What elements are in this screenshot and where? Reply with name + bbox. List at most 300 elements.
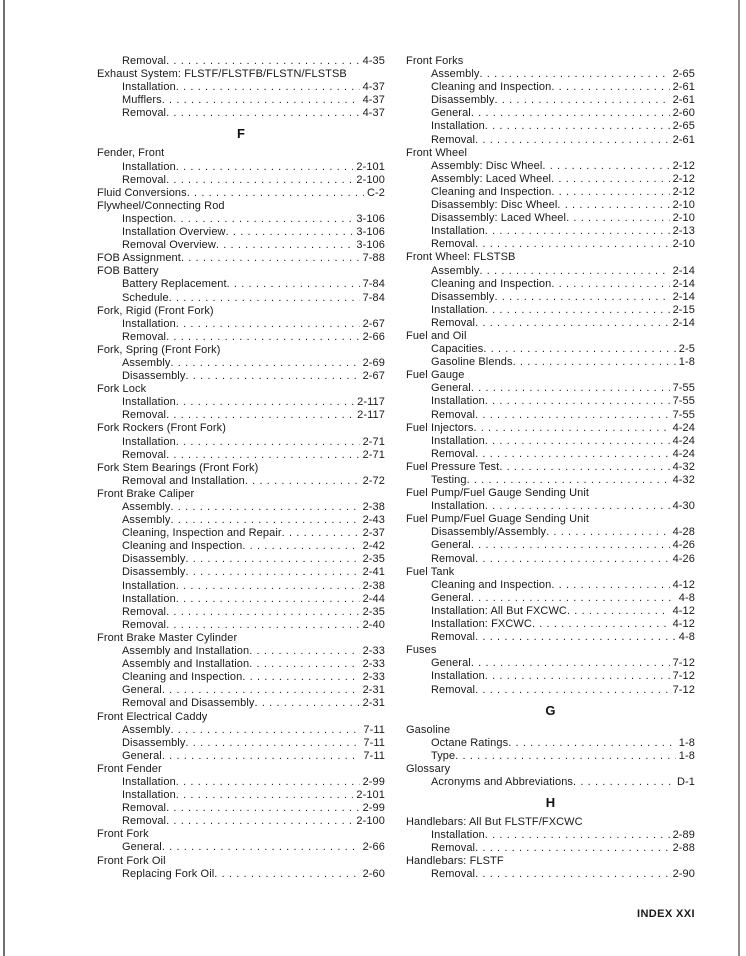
index-column-left — [97, 55, 385, 881]
index-entry-row — [406, 304, 695, 317]
entry-label: Installation — [431, 434, 485, 447]
page-number: 2-90 — [672, 868, 695, 881]
dot-leader — [513, 356, 676, 369]
index-entry-row — [97, 252, 385, 265]
page-number: 2-65 — [672, 68, 695, 81]
index-entry-row — [97, 737, 385, 750]
page-number: 7-55 — [672, 408, 695, 421]
index-entry-row — [406, 356, 695, 369]
index-entry-row — [406, 737, 695, 750]
page-number: 2-33 — [362, 671, 385, 684]
entry-label: Installation: FXCWC — [431, 618, 532, 631]
entry-label: Removal — [122, 618, 167, 631]
index-entry-row — [97, 540, 385, 553]
entry-label: Removal and Disassembly — [122, 697, 255, 710]
entry-label: Assembly — [122, 356, 171, 369]
page-number: 2-12 — [672, 159, 695, 172]
entry-label: Installation — [431, 829, 485, 842]
entry-label: Fork, Spring (Front Fork) — [97, 343, 221, 356]
entry-label: Fork Lock — [97, 383, 147, 396]
index-heading-row — [97, 711, 385, 724]
dot-leader — [282, 527, 360, 540]
index-entry-row — [97, 553, 385, 566]
entry-label: Front Fender — [97, 762, 162, 775]
dot-leader — [169, 292, 360, 305]
page-number: 7-12 — [672, 670, 695, 683]
dot-leader — [170, 501, 359, 514]
index-entry-row — [97, 357, 385, 370]
page-number: 2-14 — [672, 264, 695, 277]
page-number: 2-14 — [672, 316, 695, 329]
dot-leader — [551, 278, 669, 291]
dot-leader — [166, 606, 359, 619]
page-number: 7-11 — [363, 749, 385, 762]
dot-leader — [216, 239, 353, 252]
index-entry-row — [406, 592, 695, 605]
dot-leader — [475, 684, 669, 697]
dot-leader — [185, 370, 359, 383]
page-number: 2-71 — [362, 448, 385, 461]
page-number: 3-106 — [356, 226, 385, 239]
dot-leader — [162, 750, 361, 763]
entry-label: General — [431, 539, 471, 552]
index-entry-row — [97, 213, 385, 226]
entry-label: Fuel Pump/Fuel Guage Sending Unit — [406, 513, 590, 526]
index-entry-row — [97, 684, 385, 697]
index-entry-row — [406, 225, 695, 238]
dot-leader — [214, 868, 359, 881]
dot-leader — [185, 553, 359, 566]
page-number: 2-35 — [362, 605, 385, 618]
entry-label: Front Wheel: FLSTSB — [406, 251, 516, 264]
page-number: 7-11 — [363, 736, 385, 749]
entry-label: Installation — [122, 317, 176, 330]
entry-label: Gasoline Blends — [431, 356, 513, 369]
index-entry-row — [406, 684, 695, 697]
index-entry-row — [97, 174, 385, 187]
index-entry-row — [406, 81, 695, 94]
dot-leader — [176, 776, 360, 789]
dot-leader — [546, 526, 669, 539]
index-heading-row — [406, 816, 695, 829]
entry-label: Acronyms and Abbreviations — [431, 775, 574, 788]
dot-leader — [166, 815, 353, 828]
dot-leader — [166, 331, 359, 344]
index-entry-row — [406, 409, 695, 422]
dot-leader — [162, 94, 360, 107]
entry-label: Disassembly — [431, 94, 495, 107]
entry-label: Installation — [122, 396, 176, 409]
dot-leader — [499, 461, 669, 474]
entry-label: Front Brake Caliper — [97, 487, 195, 500]
page-number: 2-101 — [356, 789, 385, 802]
index-heading-row — [406, 251, 695, 264]
dot-leader — [485, 670, 670, 683]
entry-label: Installation — [122, 81, 176, 94]
page-number: 2-40 — [362, 618, 385, 631]
dot-leader — [494, 291, 669, 304]
index-entry-row — [97, 619, 385, 632]
entry-label: Removal — [122, 55, 167, 67]
dot-leader — [166, 449, 359, 462]
page-number: 4-8 — [678, 631, 695, 644]
entry-label: Assembly — [122, 723, 171, 736]
page-number: 4-26 — [672, 552, 695, 565]
page-number: 2-117 — [357, 409, 385, 422]
index-entry-row — [97, 370, 385, 383]
entry-label: Installation — [122, 160, 176, 173]
index-entry-row — [406, 107, 695, 120]
page-number: 2-43 — [362, 514, 385, 527]
dot-leader — [170, 514, 359, 527]
entry-label: Glossary — [406, 762, 451, 775]
index-entry-row — [406, 448, 695, 461]
entry-label: Removal — [122, 815, 167, 828]
dot-leader — [166, 174, 353, 187]
entry-label: General — [431, 382, 471, 395]
page-footer-label: INDEX XXI — [636, 908, 695, 920]
entry-label: Disassembly — [122, 566, 186, 579]
entry-label: General — [122, 684, 162, 697]
page-number: 2-38 — [362, 501, 385, 513]
dot-leader — [532, 618, 670, 631]
index-entry-row — [406, 317, 695, 330]
dot-leader — [176, 396, 354, 409]
index-entry-row — [97, 409, 385, 422]
entry-label: Cleaning and Inspection — [431, 578, 552, 591]
entry-label: Removal — [122, 448, 167, 461]
entry-label: Disassembly: Laced Wheel — [431, 212, 567, 225]
page-edge-right — [738, 0, 740, 956]
index-entry-row — [406, 278, 695, 291]
page-number: 2-33 — [362, 658, 385, 671]
index-heading-row — [97, 305, 385, 318]
page-number: 2-67 — [362, 317, 385, 330]
page-number: 4-37 — [362, 107, 385, 120]
index-entry-row — [406, 160, 695, 173]
dot-leader — [566, 212, 670, 225]
page-number: 7-12 — [672, 683, 695, 696]
dot-leader — [551, 579, 669, 592]
entry-label: Assembly and Installation — [122, 645, 250, 658]
page-number: 2-100 — [356, 815, 385, 828]
index-entry-row — [406, 579, 695, 592]
index-entry-row — [97, 841, 385, 854]
index-heading-row — [97, 828, 385, 841]
page-number: 2-33 — [362, 645, 385, 658]
entry-label: Front Brake Master Cylinder — [97, 631, 238, 644]
dot-leader — [166, 55, 359, 68]
index-entry-row — [97, 187, 385, 200]
entry-label: Removal — [431, 552, 476, 565]
page-number: 4-24 — [672, 447, 695, 460]
index-entry-row — [406, 422, 695, 435]
page-number: 2-10 — [672, 212, 695, 225]
entry-label: Disassembly: Disc Wheel — [431, 199, 558, 212]
page-number: 2-42 — [362, 540, 385, 553]
dot-leader — [485, 304, 670, 317]
dot-leader — [475, 842, 669, 855]
dot-leader — [162, 684, 360, 697]
page-number: 7-11 — [363, 723, 385, 736]
index-entry-row — [406, 842, 695, 855]
index-heading-row — [97, 763, 385, 776]
page-number: 2-69 — [362, 356, 385, 369]
index-entry-row — [406, 199, 695, 212]
dot-leader — [185, 737, 360, 750]
entry-label: Fuel and Oil — [406, 329, 467, 342]
dot-leader — [475, 868, 669, 881]
entry-label: Assembly — [122, 501, 171, 513]
index-heading-row — [97, 383, 385, 396]
index-entry-row — [97, 789, 385, 802]
entry-label: Removal — [122, 107, 167, 120]
index-entry-row — [97, 580, 385, 593]
page-number: 2-41 — [362, 566, 385, 579]
index-entry-row — [97, 750, 385, 763]
index-entry-row — [406, 776, 695, 789]
dot-leader — [249, 645, 359, 658]
dot-leader — [475, 448, 669, 461]
index-column-right — [406, 55, 695, 882]
entry-label: Removal — [431, 683, 476, 696]
dot-leader — [471, 382, 670, 395]
page-number: 1-8 — [678, 356, 695, 369]
index-entry-row — [406, 186, 695, 199]
page-number: 1-8 — [678, 736, 695, 749]
index-heading-row — [406, 487, 695, 500]
page-number: 4-12 — [672, 578, 695, 591]
page-number: 2-61 — [672, 81, 695, 94]
dot-leader — [176, 81, 360, 94]
index-entry-row — [97, 331, 385, 344]
index-entry-row — [406, 265, 695, 278]
entry-label: Assembly — [431, 68, 480, 81]
index-entry-row — [406, 68, 695, 81]
entry-label: Front Wheel — [406, 146, 468, 159]
entry-label: Front Electrical Caddy — [97, 710, 208, 723]
page-number: 4-26 — [672, 539, 695, 552]
dot-leader — [475, 553, 669, 566]
entry-label: Replacing Fork Oil — [122, 867, 215, 880]
page-number: D-1 — [676, 775, 695, 788]
page-number: 4-24 — [672, 434, 695, 447]
index-entry-row — [406, 343, 695, 356]
entry-label: Fender, Front — [97, 147, 165, 160]
index-entry-row — [406, 474, 695, 487]
dot-leader — [483, 343, 675, 356]
index-entry-row — [406, 553, 695, 566]
index-entry-row — [97, 776, 385, 789]
page-number: 2-38 — [362, 579, 385, 592]
entry-label: Gasoline — [406, 723, 451, 736]
entry-label: Installation — [431, 395, 485, 408]
page-number: 4-32 — [672, 460, 695, 473]
entry-label: Fuel Injectors — [406, 421, 474, 434]
entry-label: General — [431, 657, 471, 670]
page-number: 2-12 — [672, 172, 695, 185]
index-heading-row — [97, 462, 385, 475]
index-entry-row — [97, 501, 385, 514]
page-number: 4-37 — [362, 94, 385, 107]
page-number: 2-10 — [672, 199, 695, 212]
page-number: 1-8 — [678, 749, 695, 762]
entry-label: Schedule — [122, 291, 169, 304]
page-number: 2-15 — [672, 303, 695, 316]
page-number: 2-35 — [362, 553, 385, 566]
dot-leader — [166, 107, 359, 120]
page-number: 2-12 — [672, 185, 695, 198]
dot-leader — [471, 592, 676, 605]
entry-label: General — [431, 591, 471, 604]
page-number: 4-35 — [362, 55, 385, 67]
index-entry-row — [97, 239, 385, 252]
dot-leader — [475, 238, 669, 251]
dot-leader — [467, 474, 670, 487]
index-entry-row — [97, 514, 385, 527]
index-entry-row — [97, 868, 385, 881]
index-entry-row — [406, 94, 695, 107]
dot-leader — [473, 422, 669, 435]
entry-label: Removal — [431, 133, 476, 146]
dot-leader — [162, 841, 360, 854]
entry-label: Assembly — [431, 264, 480, 277]
page-number: 4-8 — [678, 591, 695, 604]
index-heading-row — [97, 488, 385, 501]
dot-leader — [551, 186, 669, 199]
page-number: 2-31 — [362, 684, 385, 697]
dot-leader — [475, 317, 669, 330]
index-entry-row — [406, 500, 695, 513]
entry-label: Disassembly — [122, 370, 186, 383]
page-number: 4-12 — [672, 618, 695, 631]
dot-leader — [475, 409, 669, 422]
section-letter-heading: F — [236, 126, 246, 142]
index-entry-row — [97, 802, 385, 815]
entry-label: Octane Ratings — [431, 736, 509, 749]
dot-leader — [226, 226, 354, 239]
index-entry-row — [97, 645, 385, 658]
entry-label: Installation — [431, 120, 485, 133]
dot-leader — [166, 619, 359, 632]
page-number: 2-14 — [672, 290, 695, 303]
index-entry-row — [406, 618, 695, 631]
entry-label: Installation — [122, 435, 176, 448]
dot-leader — [557, 199, 669, 212]
index-entry-row — [406, 212, 695, 225]
page-number: 7-55 — [672, 382, 695, 395]
index-heading-row — [97, 422, 385, 435]
dot-leader — [471, 539, 670, 552]
page-number: 2-117 — [357, 396, 385, 409]
entry-label: Installation — [431, 500, 485, 513]
index-entry-row — [97, 292, 385, 305]
dot-leader — [170, 724, 360, 737]
dot-leader — [479, 265, 669, 278]
entry-label: Fluid Conversions — [97, 186, 187, 199]
dot-leader — [181, 252, 360, 265]
index-entry-row — [97, 81, 385, 94]
dot-leader — [485, 120, 670, 133]
index-heading-row — [406, 566, 695, 579]
page-number: 2-10 — [672, 238, 695, 251]
entry-label: Removal — [122, 605, 167, 618]
index-entry-row — [97, 436, 385, 449]
dot-leader — [479, 68, 669, 81]
index-entry-row — [406, 291, 695, 304]
entry-label: Fork Rockers (Front Fork) — [97, 422, 227, 435]
index-heading-row — [97, 632, 385, 645]
entry-label: Removal — [431, 631, 476, 644]
index-entry-row — [406, 395, 695, 408]
dot-leader — [485, 435, 670, 448]
entry-label: Cleaning and Inspection — [431, 185, 552, 198]
index-entry-row — [406, 238, 695, 251]
entry-label: Cleaning and Inspection — [431, 277, 552, 290]
index-heading-row — [406, 644, 695, 657]
entry-label: Installation — [431, 225, 485, 238]
entry-label: Removal — [431, 316, 476, 329]
page-number: 4-24 — [672, 421, 695, 434]
dot-leader — [475, 631, 676, 644]
entry-label: Fuel Tank — [406, 565, 455, 578]
entry-label: Handlebars: All But FLSTF/FXCWC — [406, 816, 583, 829]
index-entry-row — [97, 671, 385, 684]
entry-label: Disassembly — [431, 290, 495, 303]
index-entry-row — [406, 670, 695, 683]
entry-label: Cleaning, Inspection and Repair — [122, 527, 282, 540]
entry-label: General — [122, 749, 162, 762]
entry-label: Handlebars: FLSTF — [406, 855, 504, 868]
dot-leader — [471, 657, 670, 670]
entry-label: Removal and Installation — [122, 474, 245, 487]
dot-leader — [176, 318, 360, 331]
index-heading-row — [406, 855, 695, 868]
entry-label: Installation — [122, 789, 176, 802]
entry-label: Installation — [431, 303, 485, 316]
entry-label: Capacities — [431, 343, 484, 356]
entry-label: Battery Replacement — [122, 278, 227, 291]
index-entry-row — [97, 527, 385, 540]
page-number: 2-71 — [362, 435, 385, 448]
index-entry-row — [406, 539, 695, 552]
page-number: 2-66 — [362, 330, 385, 343]
entry-label: Removal Overview — [122, 239, 216, 252]
dot-leader — [166, 409, 354, 422]
dot-leader — [245, 475, 360, 488]
entry-label: Removal — [122, 173, 167, 186]
entry-label: General — [122, 841, 162, 854]
index-heading-row — [97, 344, 385, 357]
dot-leader — [242, 671, 359, 684]
page-number: 2-72 — [362, 474, 385, 487]
entry-label: Exhaust System: FLSTF/FLSTFB/FLSTN/FLSTSB — [97, 68, 347, 81]
dot-leader — [249, 658, 359, 671]
section-letter-heading: H — [545, 795, 556, 811]
entry-label: Assembly: Disc Wheel — [431, 159, 543, 172]
page-number: C-2 — [366, 186, 385, 199]
index-entry-row — [406, 173, 695, 186]
dot-leader — [170, 357, 359, 370]
page-number: 2-44 — [362, 592, 385, 605]
index-heading-row — [406, 763, 695, 776]
index-entry-row — [97, 697, 385, 710]
entry-label: Fuel Pressure Test — [406, 460, 500, 473]
index-heading-row — [97, 147, 385, 160]
dot-leader — [542, 160, 669, 173]
index-heading-row — [406, 369, 695, 382]
page-number: 2-67 — [362, 370, 385, 383]
